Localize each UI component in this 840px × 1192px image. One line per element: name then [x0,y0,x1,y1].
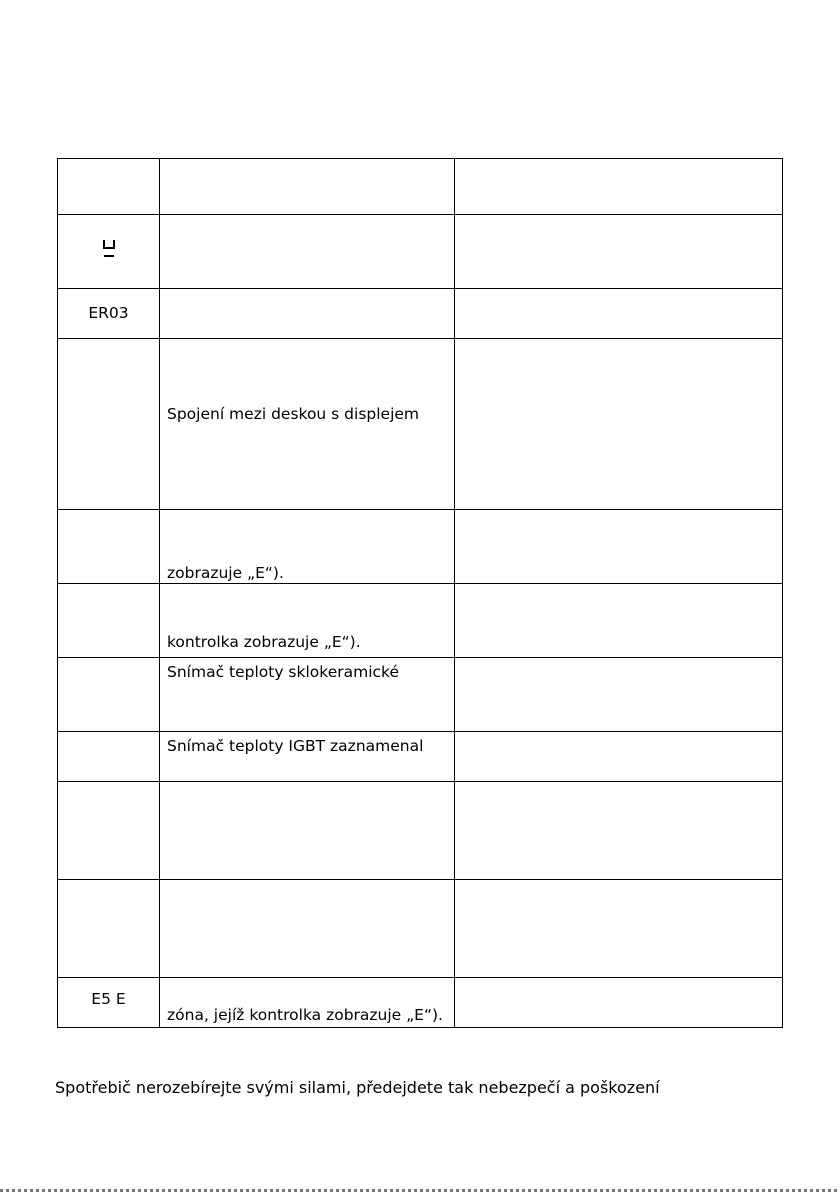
desc-cell [160,215,455,289]
solution-cell [455,658,783,732]
solution-cell [455,978,783,1028]
header-code-cell [58,159,160,215]
header-solution-cell [455,159,783,215]
pan-detection-icon [101,236,117,264]
table-row [58,339,783,510]
description-text: Snímač teploty sklokeramické [167,663,399,681]
error-code-table [57,158,783,1028]
code-cell [58,978,160,1028]
table-row [58,289,783,339]
table-row [58,510,783,584]
code-cell [58,510,160,584]
solution-cell [455,880,783,978]
table-header-row [58,159,783,215]
code-cell [58,880,160,978]
table-row [58,215,783,289]
solution-cell [455,339,783,510]
code-cell [58,215,160,289]
header-desc-cell [160,159,455,215]
footer-warning-text: Spotřebič nerozebírejte svými silami, předejdete tak nebezpečí a poškození [55,1078,660,1097]
table-row [58,782,783,880]
desc-cell [160,658,455,732]
description-text: zóna, jejíž kontrolka zobrazuje „E“). [167,1006,443,1024]
error-code: E5 E [91,990,126,1008]
solution-cell [455,289,783,339]
code-cell [58,658,160,732]
table-row [58,732,783,782]
code-cell [58,584,160,658]
desc-cell [160,782,455,880]
desc-cell [160,978,455,1028]
solution-cell [455,732,783,782]
table-row [58,978,783,1028]
solution-cell [455,584,783,658]
table-row [58,658,783,732]
desc-cell [160,584,455,658]
code-cell [58,732,160,782]
table-row [58,880,783,978]
desc-cell [160,339,455,510]
description-text: kontrolka zobrazuje „E“). [167,633,361,651]
solution-cell [455,782,783,880]
code-cell [58,782,160,880]
desc-cell [160,510,455,584]
desc-cell [160,880,455,978]
code-cell [58,339,160,510]
solution-cell [455,510,783,584]
desc-cell [160,289,455,339]
description-text: Snímač teploty IGBT zaznamenal [167,737,424,755]
code-cell [58,289,160,339]
description-text: Spojení mezi deskou s displejem [167,405,420,423]
error-code: ER03 [88,304,129,322]
solution-cell [455,215,783,289]
description-text: zobrazuje „E“). [167,564,284,582]
table-row [58,584,783,658]
desc-cell [160,732,455,782]
